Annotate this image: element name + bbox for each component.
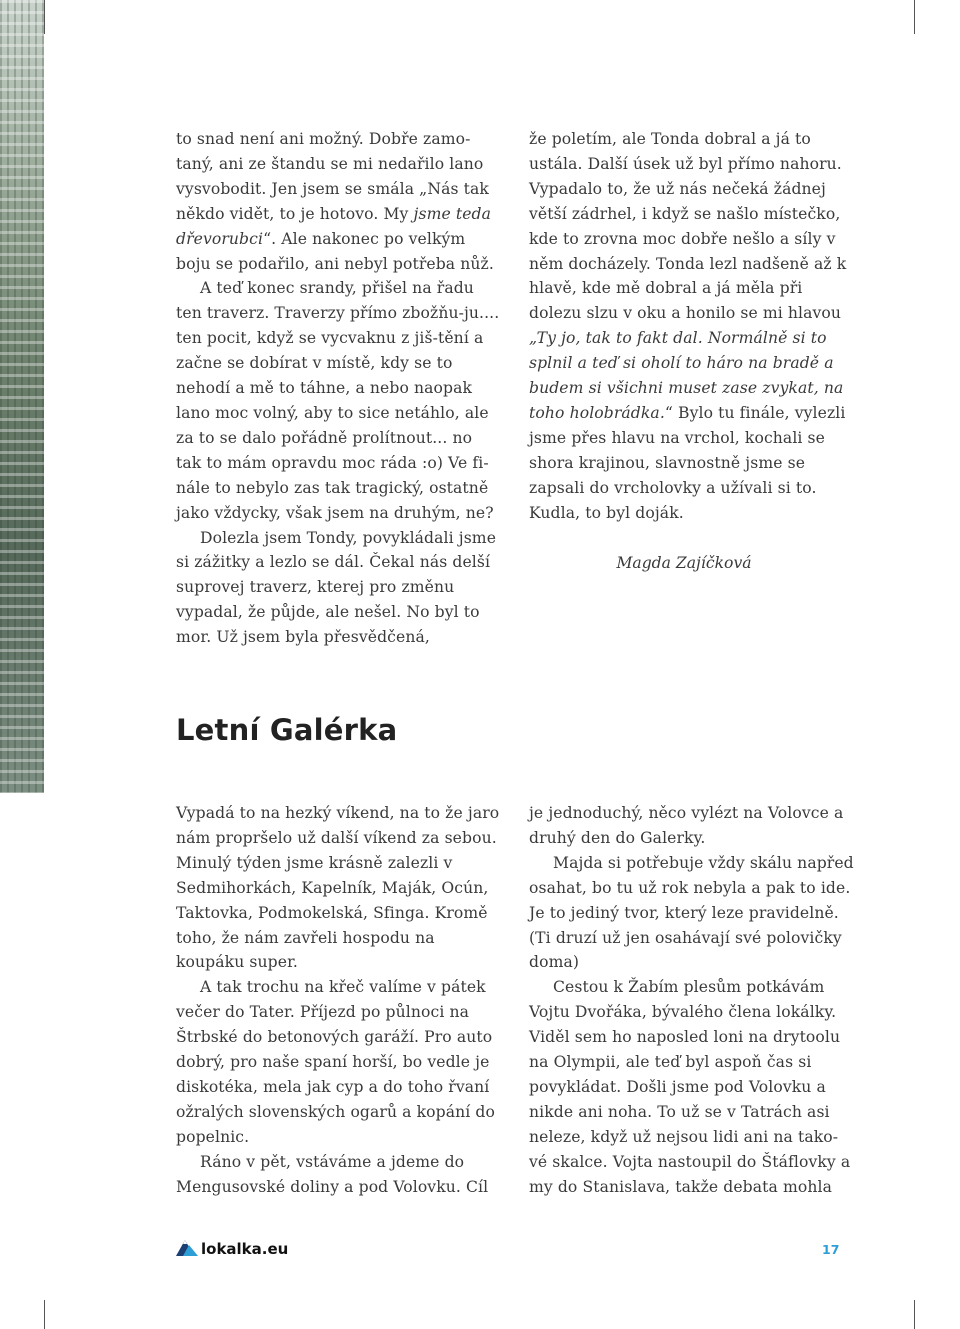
text-line: vrcholovky a užívali si to. Kudla, to byl bbox=[529, 478, 817, 522]
text-line: tění a začne se dobírat v místě, kdy se bbox=[176, 329, 484, 373]
text-line: nikde ani noha. To už se v Tatrách asi bbox=[529, 1102, 830, 1121]
text-line: Vypadá to na hezký víkend, na to že bbox=[176, 804, 463, 822]
text-line: až k hlavě, kde mě dobral a já měla při bbox=[529, 254, 847, 298]
text-line: větší zádrhel, i když se našlo místečko, bbox=[529, 204, 841, 223]
paragraph bbox=[176, 526, 501, 651]
text-line: Mengusovské doliny a pod Volovku. Cíl bbox=[176, 1177, 489, 1196]
text-line: holobrádka. bbox=[569, 403, 665, 422]
text-line: vysvobodit. Jen jsem se smála „Nás tak bbox=[176, 179, 489, 198]
paragraph bbox=[176, 276, 501, 525]
text-line: a teď si oholí to háro na bradě a budem bbox=[529, 354, 834, 398]
text-line: krajinou, slavnostně jsme se zapsali do bbox=[529, 453, 806, 497]
text-line: napřed osahat, bo tu už rok nebyla a bbox=[529, 853, 854, 897]
crop-mark-right bbox=[914, 0, 915, 34]
text-line: Vypadalo to, že už nás nečeká žádnej bbox=[529, 179, 826, 198]
paragraph bbox=[176, 127, 501, 276]
footer-logo[interactable] bbox=[176, 1238, 288, 1260]
text-line: diskotéka, mela jak cyp a do toho řvaní bbox=[176, 1077, 490, 1096]
text-line: koupáku super. bbox=[176, 953, 298, 972]
text-line: kde to zrovna moc dobře nešlo a síly bbox=[529, 229, 822, 248]
article2-column-1 bbox=[176, 801, 501, 1200]
text-line: Ocún, Taktovka, Podmokelská, Sfinga. bbox=[176, 878, 489, 922]
text-line: na Olympii, ale teď byl aspoň čas si bbox=[529, 1053, 812, 1072]
paragraph bbox=[176, 801, 501, 975]
text-line: byl to mor. Už jsem byla přesvědčená, bbox=[176, 603, 480, 647]
article2-heading: Letní Galérka bbox=[176, 713, 398, 747]
text-line: ožralých slovenských ogarů a kopání do bbox=[176, 1102, 495, 1121]
mountain-logo-icon bbox=[176, 1238, 198, 1260]
text-line: to snad není ani možný. Dobře zamo- bbox=[176, 130, 471, 148]
paragraph bbox=[529, 975, 854, 1199]
text-line: A teď konec srandy, přišel na řadu bbox=[200, 279, 474, 298]
text-line: nás delší suprovej traverz, kterej pro bbox=[176, 553, 491, 597]
paragraph bbox=[176, 975, 501, 1149]
paragraph bbox=[529, 127, 854, 526]
paragraph bbox=[176, 1150, 501, 1200]
text-line: je jednoduchý, něco vylézt na Volovce a bbox=[529, 804, 844, 822]
text-line: Štrbské do betonových garáží. Pro auto bbox=[176, 1028, 493, 1047]
text-line: taný, ani ze štandu se mi nedařilo lano bbox=[176, 154, 484, 173]
text-line: Kromě toho, že nám zavřeli hospodu na bbox=[176, 903, 488, 947]
text-line: nále to nebylo zas tak tragický, ostatně bbox=[176, 478, 489, 497]
text-line: „Ty jo, tak to fakt dal. Normálně si to splnil bbox=[529, 329, 827, 373]
text-line: své polovičky doma) bbox=[529, 928, 842, 972]
text-line: tak to mám opravdu moc ráda :o) Ve fi- bbox=[176, 453, 489, 472]
text-line: neleze, když už nejsou lidi ani na tako- bbox=[529, 1127, 839, 1146]
text-line: ten traverz. Traverzy přímo zbožňu- bbox=[176, 304, 464, 323]
text-line: jako vždycky, však jsem na druhým, ne? bbox=[176, 503, 494, 522]
text-line: přes hlavu na vrchol, kochali se shora bbox=[529, 428, 825, 472]
text-line: popelnic. bbox=[176, 1127, 250, 1146]
article1-column-2 bbox=[529, 127, 854, 526]
text-line: dřevorubci bbox=[176, 229, 264, 248]
text-line: vé skalce. Vojta nastoupil do Štáflovky bbox=[529, 1152, 836, 1171]
text-line: Ráno v pět, vstáváme a jdeme do bbox=[200, 1152, 465, 1171]
text-line: sebou. Minulý týden jsme krásně zalezli bbox=[176, 828, 497, 872]
page-number: 17 bbox=[822, 1242, 840, 1257]
text-line: Viděl sem ho naposled loni na drytoolu bbox=[529, 1028, 841, 1047]
text-line: večer do Tater. Příjezd po půlnoci na bbox=[176, 1003, 470, 1022]
text-line: pak to ide. Je to jediný tvor, který leze bbox=[529, 878, 851, 922]
text-line: jsme teda bbox=[413, 204, 492, 223]
text-line: a my do Stanislava, takže debata mohla bbox=[529, 1152, 851, 1196]
text-line: lano moc volný, aby to sice netáhlo, ale bbox=[176, 403, 489, 422]
text-line: někdo vidět, to je hotovo. My bbox=[176, 204, 414, 223]
article1-signature: Magda Zajíčková bbox=[616, 554, 752, 572]
text-line: se podařilo, ani nebyl potřeba nůž. bbox=[215, 254, 494, 273]
text-line: jsme si zážitky a lezlo se dál. Čekal bbox=[176, 528, 497, 572]
article2-column-2 bbox=[529, 801, 854, 1200]
paragraph bbox=[529, 801, 854, 851]
text-line: Dolezla jsem Tondy, povykládali bbox=[200, 528, 454, 547]
text-line: A tak trochu na křeč valíme v pátek bbox=[200, 978, 486, 997]
text-line: změnu vypadal, že půjde, ale nešel. No bbox=[176, 578, 455, 622]
text-line: “. Ale nakonec po velkým boju bbox=[176, 229, 466, 273]
text-line: že poletím, ale Tonda dobral a já to bbox=[529, 130, 811, 148]
article1-column-1 bbox=[176, 127, 501, 650]
text-line: pravidelně. (Ti druzí už jen osahávají bbox=[529, 903, 839, 947]
text-line: ju.... ten pocit, když se vycvaknu z jiš- bbox=[176, 304, 500, 348]
text-line: to nehodí a mě to táhne, a nebo naopak bbox=[176, 354, 473, 398]
footer-logo-text: lokalka.eu bbox=[201, 1240, 289, 1258]
text-line: “ Bylo tu finále, vylezli jsme bbox=[529, 403, 846, 447]
text-line: Vojtu Dvořáka, bývalého člena lokálky. bbox=[529, 1003, 837, 1022]
crop-mark-bottom-right bbox=[914, 1300, 915, 1329]
text-line: povykládat. Došli jsme pod Volovku a bbox=[529, 1077, 826, 1096]
text-line: Cestou k Žabím plesům potkávám bbox=[553, 978, 825, 997]
crop-mark-left bbox=[44, 0, 45, 34]
text-line: v něm docházely. Tonda lezl nadšeně bbox=[529, 229, 836, 273]
photo-strip-forest bbox=[0, 0, 44, 793]
text-line: doják. bbox=[635, 503, 684, 522]
text-line: si všichni muset zase zvykat, na toho bbox=[529, 379, 844, 422]
text-line: Majda si potřebuje vždy skálu bbox=[553, 853, 793, 872]
text-line: jaro nám propršelo už další víkend za bbox=[176, 804, 500, 847]
text-line: za to se dalo pořádně prolítnout... no bbox=[176, 428, 473, 447]
paragraph bbox=[529, 851, 854, 976]
text-line: ustála. Další úsek už byl přímo nahoru. bbox=[529, 154, 842, 173]
text-line: dobrý, pro naše spaní horší, bo vedle je bbox=[176, 1053, 490, 1072]
text-line: druhý den do Galerky. bbox=[529, 828, 706, 847]
text-line: v Sedmihorkách, Kapelník, Maják, bbox=[176, 853, 453, 897]
text-line: dolezu slzu v oku a honilo se mi hlavou bbox=[529, 304, 842, 323]
crop-mark-bottom-left bbox=[44, 1300, 45, 1329]
